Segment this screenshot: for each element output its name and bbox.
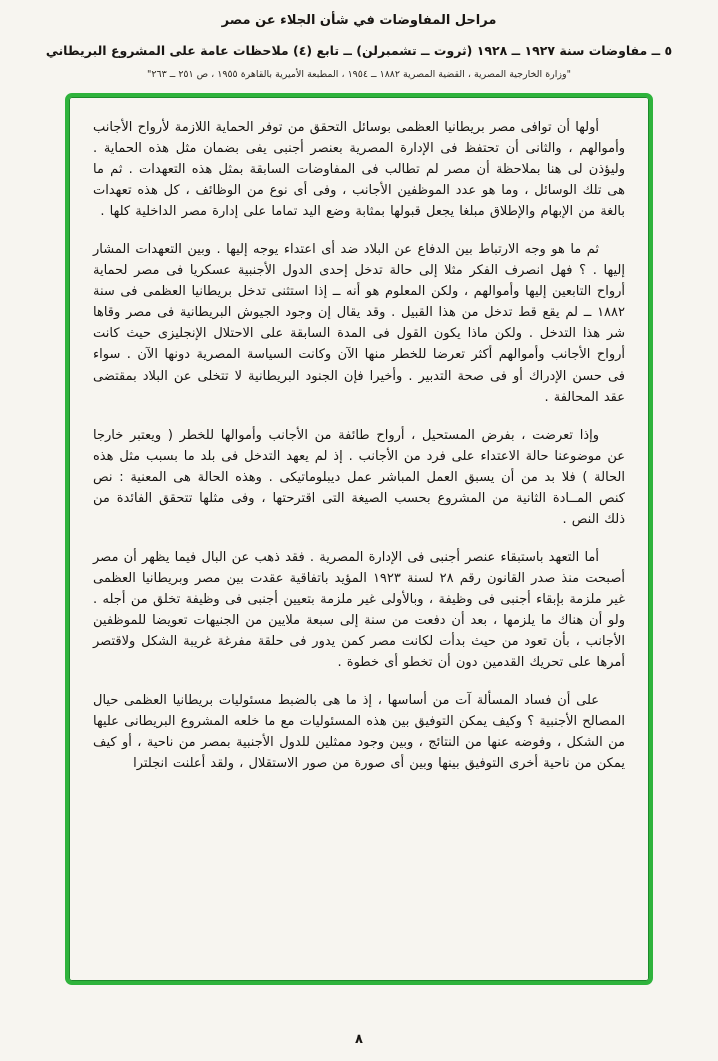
paragraph-1: أولها أن توافى مصر بريطانيا العظمى بوسائل التحقق من توفر الحماية اللازمة لأرواح الأجانب وأموالهم ، والثانى أن تحتفظ فى الإدارة المصرية بعنصر أجنبى يفى بضمان مثل هذه الحماية . وليؤذن لى هنا بملاحظة أن مصر لم تطالب فى المفاوضات السابقة بمثل هذه التعهدات . ثم ما هى تلك الوسائل ، وما هو عدد الموظفين الأجانب ، وفى أى نوع من الوظائف ، كل هذه تعهدات بالغة من الإبهام والإطلاق مبلغا يجعل قبولها بمثابة وضع اليد تماما على إدارة مصر الداخلية كلها . — [93, 120, 625, 220]
paragraph-2: ثم ما هو وجه الارتباط بين الدفاع عن البلاد ضد أى اعتداء يوجه إليها . وبين التعهدات المشار إليها . ؟ فهل انصرف الفكر مثلا إلى حالة تدخل إحدى الدول الأجنبية عسكريا فى مصر لحماية أرواح التابعين إليها وأموالهم ، ولكن المعلوم هو أنه ــ إذا استثنى تدخل بريطانيا العظمى فى سنة ١٨٨٢ ــ لم يقع قط تدخل من هذا القبيل . وقد يقال إن وجود الجيوش البريطانية فى مصر وقاها شر هذا التدخل . ولكن ماذا يكون القول فى المدة السابقة على الاحتلال الإنجليزى حيث كانت أرواح الأجانب وأموالهم أكثر تعرضا للخطر منها الآن وكانت السياسة المصرية دونها الآن . سواء فى حسن الإدراك أو فى صحة التدبير . وأخيرا فإن الجنود البريطانية لا تتخلى عن البلاد بمقتضى عقد المحالفة . — [93, 242, 625, 405]
green-frame — [65, 93, 653, 985]
paragraph-3: وإذا تعرضت ، بفرض المستحيل ، أرواح طائفة من الأجانب وأموالها للخطر ( ويعتبر خارجا عن موضوعنا حالة الاعتداء على فرد من الأجانب . إذ لم يعهد التدخل فى بلد ما بسبب مثل هذه الحالة ) فلا بد من أن يسبق العمل المباشر عمل ديبلوماتيكى . وهذه الحالة هى المعنية : نص كنص المــادة الثانية من المشروع بحسب الصيغة التى اقترحتها ، وفى مثلها تتحقق الفائدة من ذلك النص . — [93, 427, 625, 527]
paragraph-5: على أن فساد المسألة آت من أساسها ، إذ ما هى بالضبط مسئوليات بريطانيا العظمى حيال المصالح الأجنبية ؟ وكيف يمكن التوفيق بين هذه المسئوليات مع ما خلعه المشروع البريطانى عليها من الشكل ، وفوضه عنها من النتائج ، وبين وجود ممثلين للدول الأجنبية بمصر من ناحية ، أو كيف يمكن من ناحية أخرى التوفيق بينها وبين أى صورة من صور الاستقلال ، ولقد أعلنت انجلترا — [93, 693, 625, 772]
source-citation: "وزارة الخارجية المصرية ، القضية المصرية ١٨٨٢ ــ ١٩٥٤ ، المطبعة الأميرية بالقاهرة ١٩٥٥ ، ص ٢٥١ ــ ٢٦٣" — [147, 69, 571, 80]
page-number: ٨ — [355, 1032, 363, 1047]
page-title: مراحل المفاوضات في شأن الجلاء عن مصر — [221, 13, 497, 28]
section-heading: ٥ ــ مفاوضات سنة ١٩٢٧ ــ ١٩٢٨ (ثروت ــ تشمبرلن) ــ تابع (٤) ملاحظات عامة على المشروع البريطاني — [45, 43, 673, 58]
page-header — [0, 0, 718, 80]
paragraph-4: أما التعهد باستبقاء عنصر أجنبى فى الإدارة المصرية . فقد ذهب عن البال فيما يظهر أن مصر أصبحت منذ صدر القانون رقم ٢٨ لسنة ١٩٢٣ المؤيد باتفاقية عقدت بين مصر وبريطانيا العظمى غير ملزمة بإبقاء أجنبى فى وظيفة ، وبالأولى غير ملزمة بتعيين أجنبى فى وظيفة تخلق من أجله . ولو أن هناك ما يلزمها ، بعد أن دفعت من سنة إلى سبعة ملايين من الجنيهات تعويضا للموظفين الأجانب ، بأن تعود من حيث بدأت لكانت مصر كمن يدور فى حلقة مفرغة غريبة الشكل ولاقتصر أمرها على تحريك القدمين دون أن تخطو أى خطوة . — [93, 549, 625, 671]
